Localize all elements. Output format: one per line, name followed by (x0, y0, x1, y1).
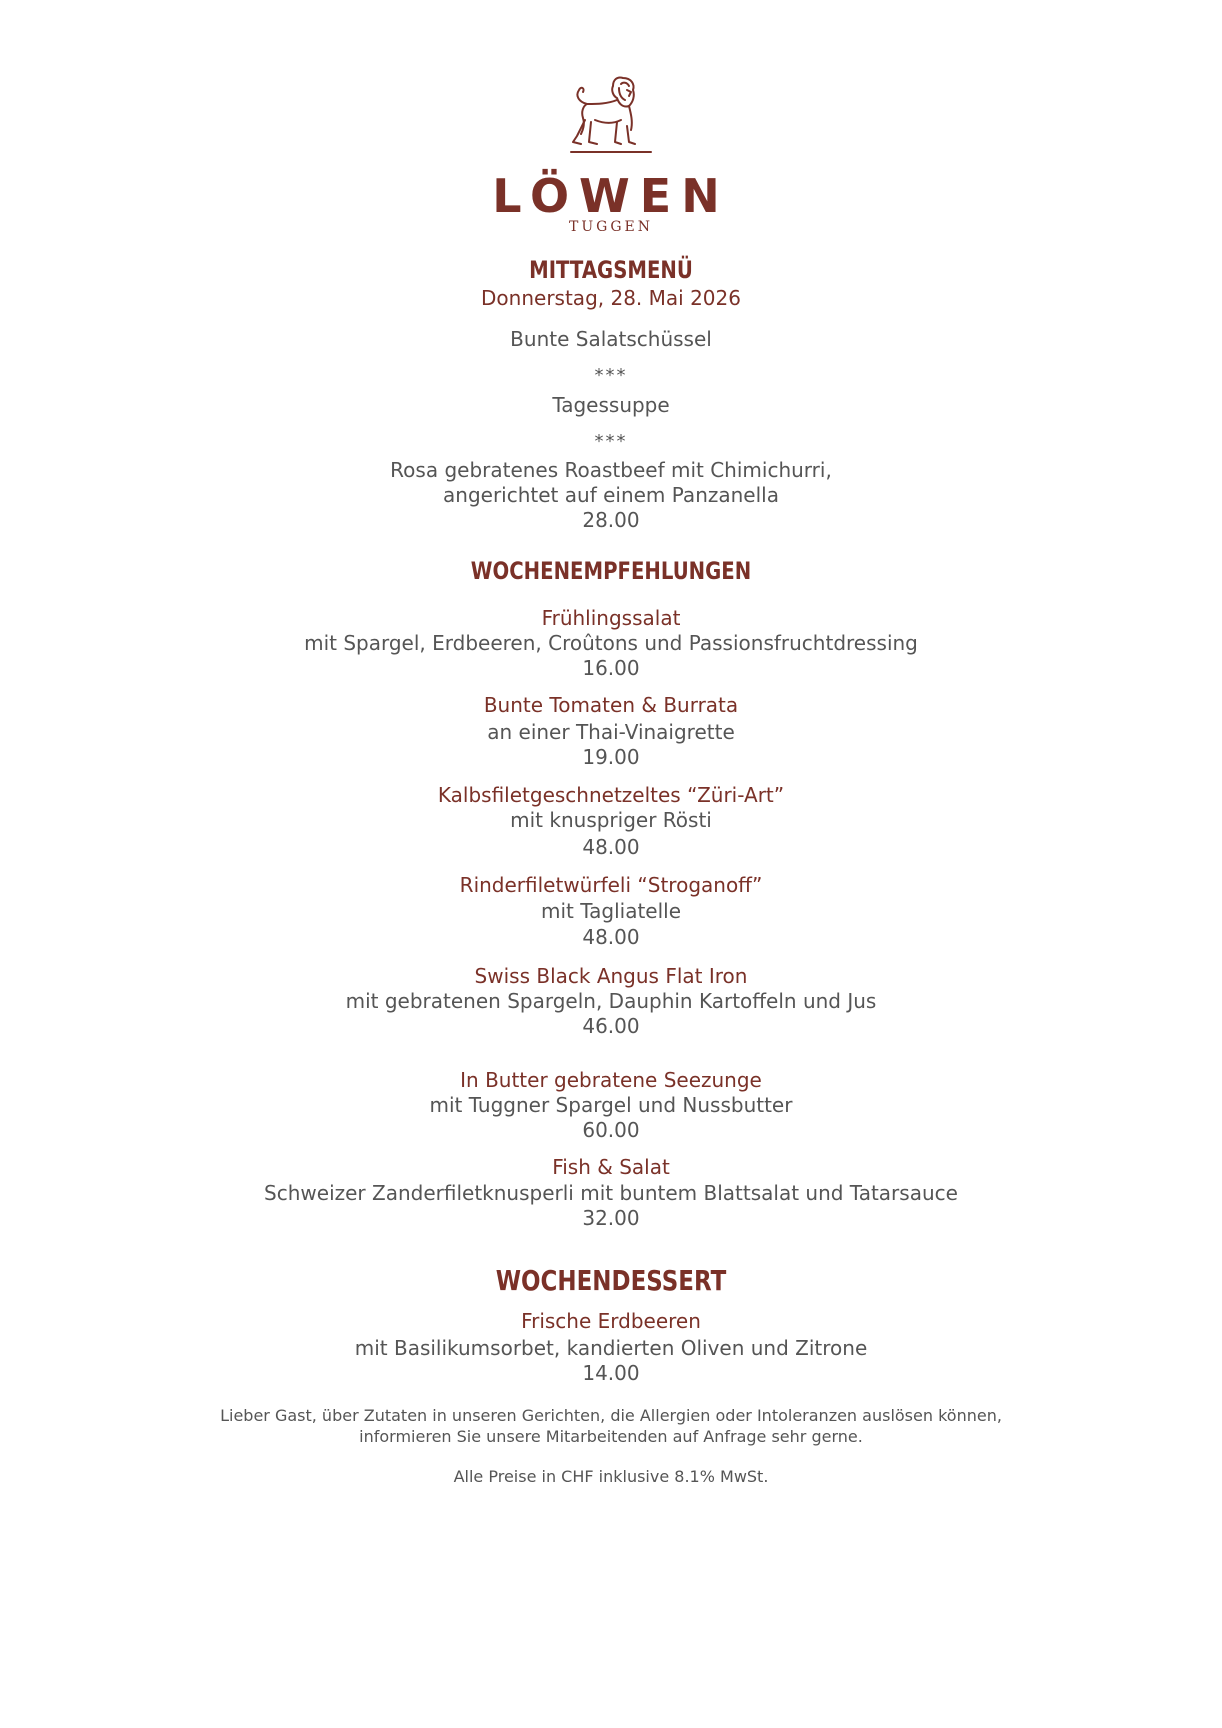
weekly-item-name: Swiss Black Angus Flat Iron (474, 964, 748, 988)
allergy-note-line1: Lieber Gast, über Zutaten in unseren Gerichten, die Allergien oder Intoleranzen auslösen können, (220, 1406, 1002, 1425)
lunch-main-line2: angerichtet auf einem Panzanella (443, 483, 779, 507)
weekly-item-price: 48.00 (582, 925, 640, 949)
lunch-price: 28.00 (582, 508, 640, 532)
weekly-item-name: Frühlingssalat (541, 606, 681, 630)
lunch-main-line1: Rosa gebratenes Roastbeef mit Chimichurri, (390, 458, 832, 482)
brand-location: TUGGEN (569, 219, 653, 235)
weekly-item-desc: mit knuspriger Rösti (510, 808, 712, 832)
weekly-item-name: Kalbsfiletgeschnetzeltes “Züri-Art” (437, 783, 785, 807)
weekly-item-desc: mit Tuggner Spargel und Nussbutter (429, 1093, 793, 1117)
dessert-title: WOCHENDESSERT (495, 1264, 727, 1297)
weekly-item-price: 32.00 (582, 1206, 640, 1230)
weekly-item-desc: an einer Thai-Vinaigrette (487, 720, 735, 744)
weekly-item-price: 60.00 (582, 1118, 640, 1142)
weekly-item-price: 48.00 (582, 835, 640, 859)
lunch-soup: Tagessuppe (552, 393, 670, 417)
weekly-item-desc: mit Tagliatelle (540, 899, 682, 923)
weekly-item-name: In Butter gebratene Seezunge (460, 1068, 762, 1092)
weekly-item-desc: Schweizer Zanderfiletknusperli mit buntem Blattsalat und Tatarsauce (264, 1181, 958, 1205)
dessert-price: 14.00 (582, 1361, 640, 1385)
weekly-title: WOCHENEMPFEHLUNGEN (470, 557, 752, 585)
vat-note: Alle Preise in CHF inklusive 8.1% MwSt. (453, 1467, 769, 1486)
weekly-item-desc: mit Spargel, Erdbeeren, Croûtons und Passionsfruchtdressing (304, 631, 918, 655)
lion-icon (561, 70, 661, 170)
separator: *** (594, 365, 628, 386)
lunch-date: Donnerstag, 28. Mai 2026 (481, 286, 741, 310)
separator: *** (594, 431, 628, 452)
lunch-starter: Bunte Salatschüssel (510, 327, 712, 351)
brand-name: LÖWEN (492, 169, 730, 223)
weekly-item-price: 19.00 (582, 745, 640, 769)
weekly-item-name: Rinderfiletwürfeli “Stroganoff” (459, 873, 763, 897)
allergy-note-line2: informieren Sie unsere Mitarbeitenden auf Anfrage sehr gerne. (359, 1427, 863, 1446)
weekly-item-price: 46.00 (582, 1014, 640, 1038)
dessert-desc: mit Basilikumsorbet, kandierten Oliven und Zitrone (354, 1336, 868, 1360)
weekly-item-name: Fish & Salat (552, 1155, 670, 1179)
weekly-item-desc: mit gebratenen Spargeln, Dauphin Kartoffeln und Jus (345, 989, 877, 1013)
dessert-name: Frische Erdbeeren (521, 1309, 701, 1333)
weekly-item-price: 16.00 (582, 656, 640, 680)
lunch-title: MITTAGSMENÜ (529, 256, 693, 284)
weekly-item-name: Bunte Tomaten & Burrata (483, 693, 739, 717)
